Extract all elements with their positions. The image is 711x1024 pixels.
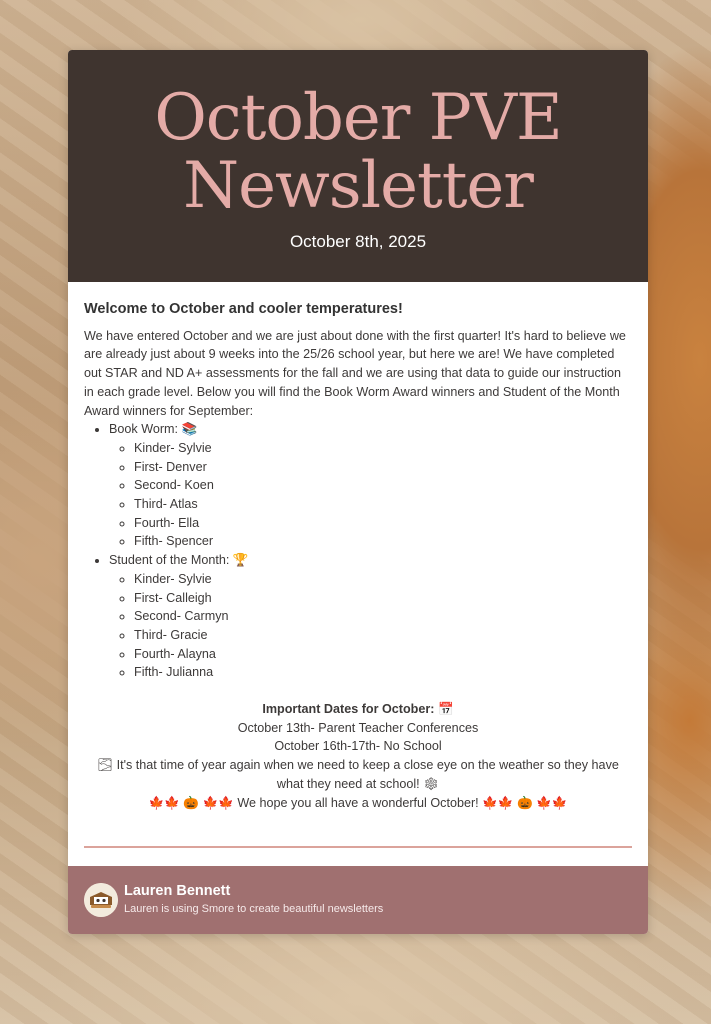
- list-item: ◦ Third- Atlas: [134, 495, 632, 514]
- title-line-1: October PVE: [154, 81, 562, 155]
- avatar[interactable]: [84, 883, 118, 917]
- date-item: October 13th- Parent Teacher Conferences: [237, 720, 479, 735]
- newsletter-date: October 8th, 2025: [289, 232, 427, 251]
- list-item: ◦ Kinder- Sylvie: [134, 439, 632, 458]
- list-item: ◦ Third- Gracie: [134, 626, 632, 645]
- book-worm-item: [109, 420, 632, 551]
- date-item: October 16th-17th- No School: [274, 739, 442, 754]
- list-item: ◦ Second- Carmyn: [134, 607, 632, 626]
- footer-divider: [84, 846, 632, 848]
- author-footer[interactable]: [68, 866, 648, 934]
- title-line-2: Newsletter: [183, 149, 533, 223]
- book-worm-winners: [109, 439, 632, 551]
- list-item: ◦ Kinder- Sylvie: [134, 570, 632, 589]
- newsletter-header: [68, 50, 648, 282]
- welcome-heading: Welcome to October and cooler temperatures!: [84, 301, 403, 317]
- list-item: ◦ First- Calleigh: [134, 589, 632, 608]
- intro-paragraph: We have entered October and we are just about done with the first quarter! It's hard to believe we are already just about 9 weeks into the 25/26 school year, but here we are! We have completed out STAR and ND A+ assessments for the fall and we are using that data to guide our instruction in each grade level. Below you will find the Book Worm Award winners and Student of the Month Award winners for September:: [84, 328, 626, 418]
- newsletter-title: [68, 50, 648, 223]
- list-item: ◦ Fourth- Alayna: [134, 645, 632, 664]
- list-item: ◦ Fourth- Ella: [134, 514, 632, 533]
- closing-line: 🍁🍁 🎃 🍁🍁 We hope you all have a wonderful October! 🍁🍁 🎃 🍁🍁: [148, 795, 568, 810]
- dates-heading: Important Dates for October: 📅: [262, 702, 454, 717]
- list-item: ◦ First- Denver: [134, 458, 632, 477]
- author-tagline: Lauren is using Smore to create beautiful newsletters: [124, 903, 384, 916]
- avatar-icon: [84, 883, 118, 917]
- newsletter-card: [68, 50, 648, 934]
- weather-note: 🌫 It's that time of year again when we need to keep a close eye on the weather so they have what they need at school! ❄: [97, 758, 619, 791]
- student-of-month-item: [109, 551, 632, 682]
- important-dates-section: [84, 700, 632, 812]
- student-of-month-winners: [109, 570, 632, 682]
- author-name[interactable]: Lauren Bennett: [124, 883, 231, 900]
- newsletter-content: [68, 282, 648, 848]
- list-item: ◦ Fifth- Spencer: [134, 532, 632, 551]
- book-worm-label: Book Worm: 📚: [109, 422, 198, 437]
- list-item: ◦ Second- Koen: [134, 476, 632, 495]
- list-item: ◦ Fifth- Julianna: [134, 663, 632, 682]
- awards-list: [84, 420, 632, 682]
- student-of-month-label: Student of the Month: 🏆: [109, 553, 249, 568]
